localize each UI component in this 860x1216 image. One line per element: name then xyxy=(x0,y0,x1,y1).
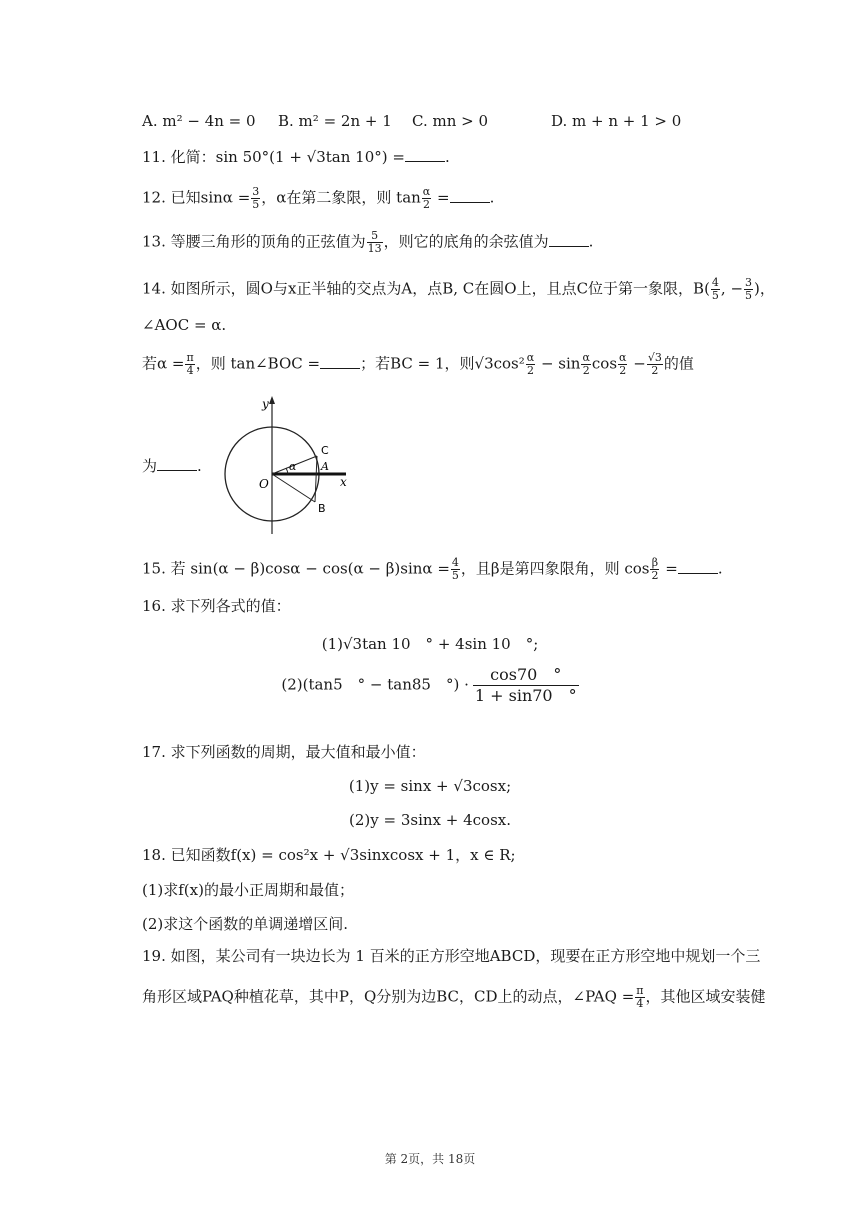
y-axis-label: y xyxy=(262,397,269,411)
question-number: 11. xyxy=(142,148,166,166)
question-text: 求下列各式的值： xyxy=(170,597,291,615)
answer-blank[interactable] xyxy=(320,354,360,369)
segment-bc xyxy=(315,456,317,502)
fraction: $\frac{\cos 70 ^\circ}{1 + \sin 70 ^\circ}$ xyxy=(474,665,577,705)
page-footer: 第 2页，共 18页 xyxy=(384,1152,476,1166)
fraction: $\frac{\alpha}{2}$ xyxy=(619,351,627,377)
fraction: $\frac{\alpha}{2}$ xyxy=(422,185,431,211)
question-14-line-4: 为 . xyxy=(142,457,202,475)
point-a-label: A xyxy=(321,460,329,473)
question-number: 16. xyxy=(142,597,166,615)
origin-label: O xyxy=(259,477,269,491)
question-19-line-1: 19. 如图，某公司有一块边长为 1 百米的正方形空地ABCD，现要在正方形空地中规划一个三 xyxy=(142,947,761,965)
question-17-part-2: (2)y = 3sinx + 4cosx. xyxy=(349,811,511,829)
fraction: $\frac{\pi}{4}$ xyxy=(636,984,644,1010)
question-number: 14. xyxy=(142,279,166,298)
question-14-line-3: 若α = $\frac{\pi}{4}$ ，则 tan∠BOC = ；若BC = 1，则√3cos² $\frac{\alpha}{2}$ − sin $\frac{\alpha}{2}$ cos $\frac{\alpha}{2}$ − $\frac{√3}{2}$ 的值 xyxy=(142,351,694,377)
fraction: $\frac{4}{5}$ xyxy=(451,556,459,582)
fraction: $\frac{\beta}{2}$ xyxy=(651,556,659,582)
fraction: $\frac{4}{5}$ xyxy=(711,276,719,302)
question-14-line-1: 14. 如图所示，圆O与x正半轴的交点为A，点B, C在圆O上，且点C位于第一象限，B( $\frac{4}{5}$ , − $\frac{3}{5}$ )， xyxy=(142,276,775,302)
question-16-part-2: (2)(tan5 ° − tan85 °) · $\frac{\cos 70 ^\circ}{1 + \sin 70 ^\circ}$ xyxy=(281,665,577,705)
question-number: 17. xyxy=(142,743,166,761)
answer-blank[interactable] xyxy=(450,188,490,203)
question-number: 18. xyxy=(142,846,166,864)
x-axis-label: x xyxy=(340,475,347,489)
point-b-label: B xyxy=(318,502,326,515)
question-15: 15. 若 sin(α − β)cosα − cos(α − β)sinα = $\frac{4}{5}$ ，且β是第四象限角，则 cos $\frac{\beta}{2}$ = . xyxy=(142,556,723,582)
segment-ob xyxy=(272,474,315,502)
point-c-label: C xyxy=(321,444,329,457)
question-19-line-2: 角形区域PAQ种植花草，其中P，Q分别为边BC，CD上的动点，∠PAQ = $\frac{\pi}{4}$ ，其他区域安装健 xyxy=(142,984,766,1010)
question-11: 11. 化简：sin 50°(1 + √3tan 10°) = . xyxy=(142,148,450,166)
option-c: C. mn > 0 xyxy=(412,112,489,130)
question-17 xyxy=(142,742,426,762)
fraction: $\frac{3}{5}$ xyxy=(252,185,260,211)
question-text: 化简：sin 50°(1 + √3tan 10°) = xyxy=(170,148,405,166)
answer-blank[interactable] xyxy=(678,559,718,574)
answer-blank[interactable] xyxy=(157,456,197,471)
question-12: 12. 已知sinα = $\frac{3}{5}$ ，α在第二象限，则 tan $\frac{\alpha}{2}$ = . xyxy=(142,185,495,211)
alpha-label: α xyxy=(289,460,297,473)
question-14-line-2: ∠AOC = α. xyxy=(142,316,227,334)
question-text: 已知函数f(x) = cos²x + √3sinxcosx + 1，x ∈ R; xyxy=(170,846,516,864)
option-b: B. m² = 2n + 1 xyxy=(278,112,392,130)
fraction: $\frac{\alpha}{2}$ xyxy=(582,351,590,377)
fraction: $\frac{5}{13}$ xyxy=(367,229,382,255)
question-number: 15. xyxy=(142,559,166,578)
question-16 xyxy=(142,596,291,616)
question-18-part-2: (2)求这个函数的单调递增区间. xyxy=(142,915,349,933)
option-d: D. m + n + 1 > 0 xyxy=(551,112,682,130)
question-13: 13. 等腰三角形的顶角的正弦值为 $\frac{5}{13}$ ，则它的底角的余弦值为 . xyxy=(142,229,594,255)
question-17-part-1: (1)y = sinx + √3cosx; xyxy=(348,777,512,795)
fraction: $\frac{\pi}{4}$ xyxy=(186,351,194,377)
y-axis-arrow xyxy=(269,396,275,404)
answer-blank[interactable] xyxy=(405,147,445,162)
option-a: A. m² − 4n = 0 xyxy=(142,112,256,130)
fraction: $\frac{3}{5}$ xyxy=(745,276,753,302)
question-16-part-1: (1)√3tan 10 ° + 4sin 10 °; xyxy=(321,635,539,653)
fraction: $\frac{√3}{2}$ xyxy=(647,351,662,377)
question-18-part-1: (1)求f(x)的最小正周期和最值； xyxy=(142,881,354,899)
question-text: 求下列函数的周期，最大值和最小值： xyxy=(170,743,426,761)
question-18 xyxy=(142,845,516,865)
answer-blank[interactable] xyxy=(549,232,589,247)
fraction: $\frac{\alpha}{2}$ xyxy=(526,351,535,377)
question-number: 12. xyxy=(142,188,166,207)
question-number: 19. xyxy=(142,947,166,965)
question-number: 13. xyxy=(142,232,166,251)
unit-circle-figure xyxy=(222,394,362,536)
